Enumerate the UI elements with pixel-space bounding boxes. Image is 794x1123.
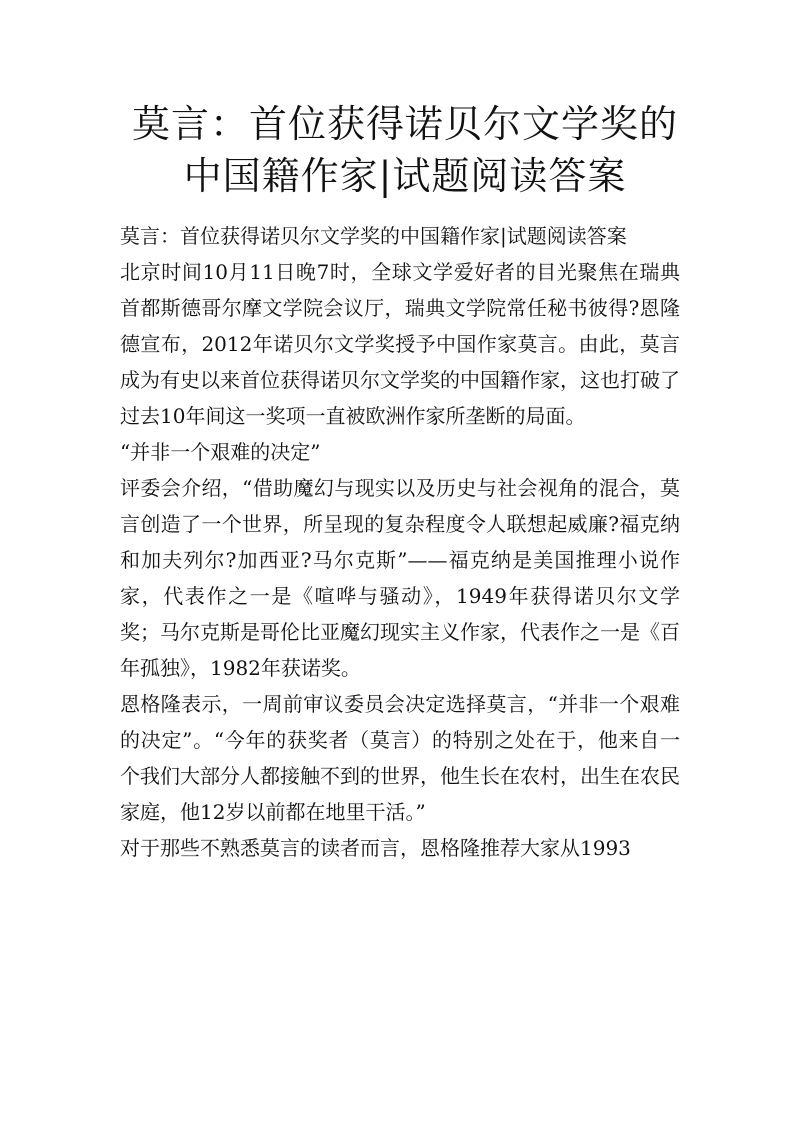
document-body: [120, 218, 680, 866]
document-title: 莫言：首位获得诺贝尔文学奖的中国籍作家|试题阅读答案: [131, 102, 678, 198]
body-paragraph: 评委会介绍，“借助魔幻与现实以及历史与社会视角的混合，莫言创造了一个世界，所呈现的复杂程度令人联想起威廉?福克纳和加夫列尔?加西亚?马尔克斯”——福克纳是美国推理小说作家，代表作之一是《喧哗与骚动》，1949年获得诺贝尔文学奖；马尔克斯是哥伦比亚魔幻现实主义作家，代表作之一是《百年孤独》，1982年获诺奖。: [120, 476, 680, 680]
section-heading: “并非一个艰难的决定”: [120, 440, 321, 464]
body-paragraph: 恩格隆表示，一周前审议委员会决定选择莫言，“并非一个艰难的决定”。“今年的获奖者（莫言）的特别之处在于，他来自一个我们大部分人都接触不到的世界，他生长在农村，出生在农民家庭，他12岁以前都在地里干活。”: [120, 692, 680, 824]
body-paragraph: 北京时间10月11日晚7时，全球文学爱好者的目光聚焦在瑞典首都斯德哥尔摩文学院会议厅，瑞典文学院常任秘书彼得?恩隆德宣布，2012年诺贝尔文学奖授予中国作家莫言。由此，莫言成为有史以来首位获得诺贝尔文学奖的中国籍作家，这也打破了过去10年间这一奖项一直被欧洲作家所垄断的局面。: [120, 260, 680, 428]
body-paragraph: 对于那些不熟悉莫言的读者而言，恩格隆推荐大家从1993: [120, 836, 631, 860]
body-paragraph: 莫言：首位获得诺贝尔文学奖的中国籍作家|试题阅读答案: [120, 224, 627, 248]
